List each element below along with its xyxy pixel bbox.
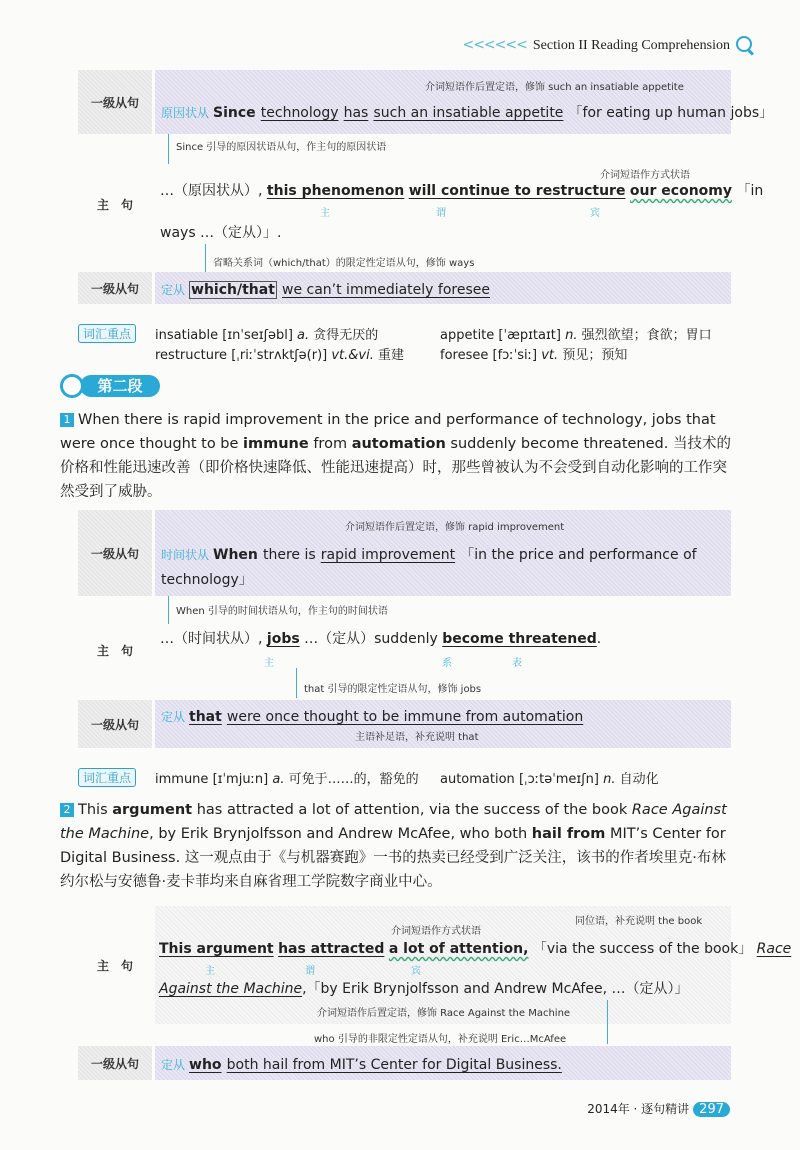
text-relative-suddenly: …（定从）suddenly (304, 631, 438, 647)
label-sub-clause-2: 一级从句 (78, 272, 152, 304)
text-period: . (596, 631, 602, 647)
box-sub-clause-2 (155, 272, 731, 304)
phrase-immune-automation: were once thought to be immune from automation (226, 709, 584, 725)
vocab-restructure (155, 344, 404, 363)
paragraph-2 (60, 798, 740, 894)
tag-time-clause: 时间状从 (161, 548, 210, 562)
header-arrows: <<<<<< (462, 37, 527, 53)
vocab-pron: [fɔːˈsiː] (492, 348, 538, 363)
vocab-word: restructure (155, 348, 228, 363)
note-manner-2: 介词短语作方式状语 (391, 926, 481, 937)
box-main-2 (160, 622, 730, 678)
note-since-clause: Since 引导的原因状语从句，作主句的原因状语 (176, 142, 387, 153)
vocab-word: immune (155, 772, 209, 787)
vocab-def: 强烈欲望；食欲；胃口 (581, 328, 712, 343)
phrase-eating-jobs: 「for eating up human jobs」 (568, 105, 774, 121)
para2-book-title: Race Against the Machine (60, 802, 727, 842)
subject-this-argument: This argument (159, 941, 274, 957)
vocab-automation (440, 768, 659, 787)
vocab-insatiable (155, 324, 378, 343)
vocab-def: 预见；预知 (562, 348, 628, 363)
label-main-3: 主 句 (78, 906, 152, 1024)
page-footer (587, 1100, 730, 1117)
para2-text-c: , by Erik Brynjolfsson and Andrew McAfee, who both (149, 826, 532, 842)
vocab-pron: [ˈæpɪtaɪt] (498, 328, 561, 343)
label-sub-clause-3: 一级从句 (78, 510, 152, 596)
para-number-2: 2 (60, 803, 74, 817)
vocab-def: 自动化 (619, 772, 659, 787)
phrase-via-success: 「via the success of the book」 (532, 941, 753, 957)
text-ways: ways …（定从）」. (160, 225, 282, 241)
arrow-line-ways (205, 244, 206, 272)
vocab-appetite (440, 324, 712, 343)
note-that-clause: that 引导的限定性定语从句，修饰 jobs (304, 684, 482, 695)
section-title: 第二段 (80, 375, 160, 397)
box-main-1 (160, 160, 764, 248)
note-when-clause: When 引导的时间状语从句，作主句的时间状语 (176, 606, 388, 617)
verb-become-threatened: become threatened (442, 631, 597, 647)
vocab-pos: a. (272, 772, 285, 787)
phrase-by-authors: ,「by Erik Brynjolfsson and Andrew McAfee, …（定从）」 (302, 981, 689, 997)
word-which-that: which/that (191, 282, 275, 298)
box-sub-clause-3 (155, 510, 731, 596)
para-number-1: 1 (60, 413, 74, 427)
phrase-appetite: such an insatiable appetite (373, 105, 564, 121)
section-heading (60, 375, 160, 397)
para2-hail-from: hail from (531, 826, 606, 842)
note-subject-complement: 主语补足语，补充说明 that (355, 732, 479, 743)
para1-text-b: from (308, 436, 352, 452)
vocab-foresee (440, 344, 627, 363)
label-sub-clause-5: 一级从句 (78, 1046, 152, 1080)
arrow-line-when (168, 596, 169, 624)
phrase-hail-from-mit: both hail from MIT’s Center for Digital Business. (226, 1057, 562, 1073)
phrase-there-is: there is (262, 547, 316, 563)
vocab-def: 重建 (378, 348, 405, 363)
role-predicate-3: 谓 (305, 966, 315, 977)
note-who-clause: who 引导的非限定性定语从句，补充说明 Eric…McAfee (314, 1034, 567, 1045)
arrow-line-that (296, 668, 297, 698)
section-q-icon (60, 374, 84, 398)
phrase-rapid-improvement: rapid improvement (320, 547, 456, 563)
word-when: When (213, 547, 258, 563)
tag-cause-clause: 原因状从 (161, 106, 210, 120)
word-has: has (343, 105, 369, 121)
phrase-price-performance: 「in the price and performance of technology」 (161, 547, 697, 588)
note-manner-1: 介词短语作方式状语 (600, 170, 690, 181)
tag-attributive-1: 定从 (161, 283, 186, 297)
para1-text-a: When there is rapid improvement in the price and performance of technology, jobs that were once thought to be (60, 412, 716, 452)
note-postmodifier-1: 介词短语作后置定语，修饰 such an insatiable appetite (425, 82, 684, 93)
object-attention: a lot of attention, (388, 941, 529, 957)
box-sub-clause-5 (155, 1046, 731, 1080)
role-subject-2: 主 (264, 658, 274, 669)
subject-jobs: jobs (266, 631, 300, 647)
para2-argument: argument (112, 802, 193, 818)
tag-attributive-2: 定从 (161, 710, 186, 724)
book-against-machine: Against the Machine (159, 981, 303, 997)
label-sub-clause-1: 一级从句 (78, 70, 152, 134)
vocab-word: insatiable (155, 328, 219, 343)
para1-immune: immune (243, 436, 309, 452)
vocab-pos: n. (603, 772, 616, 787)
search-q-icon (736, 36, 752, 52)
header-title: Section II Reading Comprehension (532, 38, 730, 53)
para2-text-d: MIT’s Center for Digital Business. 这一观点由于《与机器赛跑》一书的热卖已经受到广泛关注，该书的作者埃里克·布林约尔松与安德鲁·麦卡菲均来自麻省理工学院数字商业中心。 (60, 826, 726, 890)
note-appositive: 同位语，补充说明 the book (575, 916, 703, 927)
vocab-tag-2: 词汇重点 (78, 768, 136, 787)
word-that: that (189, 709, 222, 725)
vocab-pos: n. (565, 328, 578, 343)
vocab-def: 可免于……的，豁免的 (288, 772, 419, 787)
role-predicative: 表 (512, 658, 522, 669)
vocab-pron: [ˌriːˈstrʌktʃə(r)] (231, 348, 328, 363)
vocab-pron: [ɪˈmjuːn] (212, 772, 269, 787)
paragraph-1 (60, 408, 740, 504)
text-cause-placeholder: …（原因状从）, (160, 183, 263, 199)
page-number: 297 (693, 1102, 730, 1117)
arrow-line-who (607, 1000, 608, 1044)
text-time-placeholder: …（时间状从）, (160, 631, 263, 647)
word-technology: technology (260, 105, 339, 121)
label-main-1: 主 句 (78, 160, 152, 248)
para1-text-c: suddenly become threatened. 当技术的价格和性能迅速改善（即价格快速降低、性能迅速提高）时，那些曾被认为不会受到自动化影响的工作突然受到了威胁。 (60, 436, 731, 500)
box-sub-clause-1 (155, 70, 774, 134)
role-subject: 主 (320, 208, 330, 219)
box-sub-clause-4 (155, 700, 731, 748)
word-since: Since (213, 105, 256, 121)
running-header (462, 37, 730, 54)
vocab-word: foresee (440, 348, 489, 363)
note-postmodifier-2: 介词短语作后置定语，修饰 rapid improvement (345, 522, 565, 533)
word-who: who (189, 1057, 222, 1073)
para2-text-b: has attracted a lot of attention, via the success of the book (192, 802, 632, 818)
role-object-3: 宾 (411, 966, 421, 977)
vocab-pos: vt. (541, 348, 559, 363)
vocab-pron: [ˌɔːtəˈmeɪʃn] (518, 772, 599, 787)
para2-text-a: This (78, 802, 113, 818)
vocab-immune (155, 768, 419, 787)
box-main-3 (155, 906, 792, 1024)
note-relative-ways: 省略关系词（which/that）的限定性定语从句，修饰 ways (213, 258, 475, 269)
role-linking: 系 (442, 658, 452, 669)
subject-this-phenomenon: this phenomenon (266, 183, 405, 199)
book-race: Race (756, 941, 792, 957)
phrase-foresee: we can’t immediately foresee (282, 282, 490, 298)
footer-text: 2014年 · 逐句精讲 (587, 1102, 690, 1116)
verb-has-attracted: has attracted (278, 941, 385, 957)
note-postmodifier-3: 介词短语作后置定语，修饰 Race Against the Machine (317, 1008, 571, 1019)
vocab-pos: a. (297, 328, 310, 343)
verb-will-continue: will continue to restructure (408, 183, 626, 199)
vocab-pron: [ɪnˈseɪʃəbl] (222, 328, 293, 343)
vocab-word: automation (440, 772, 515, 787)
vocab-def: 贪得无厌的 (313, 328, 379, 343)
tag-attributive-3: 定从 (161, 1058, 186, 1072)
vocab-word: appetite (440, 328, 495, 343)
object-our-economy: our economy (629, 183, 732, 199)
role-object: 宾 (590, 208, 600, 219)
label-sub-clause-4: 一级从句 (78, 700, 152, 748)
role-predicate: 谓 (436, 208, 446, 219)
text-in: 「in (736, 183, 764, 199)
vocab-tag-1: 词汇重点 (78, 324, 136, 343)
para1-automation: automation (351, 436, 446, 452)
role-subject-3: 主 (205, 966, 215, 977)
vocab-pos: vt.&vi. (331, 348, 374, 363)
label-main-2: 主 句 (78, 622, 152, 678)
